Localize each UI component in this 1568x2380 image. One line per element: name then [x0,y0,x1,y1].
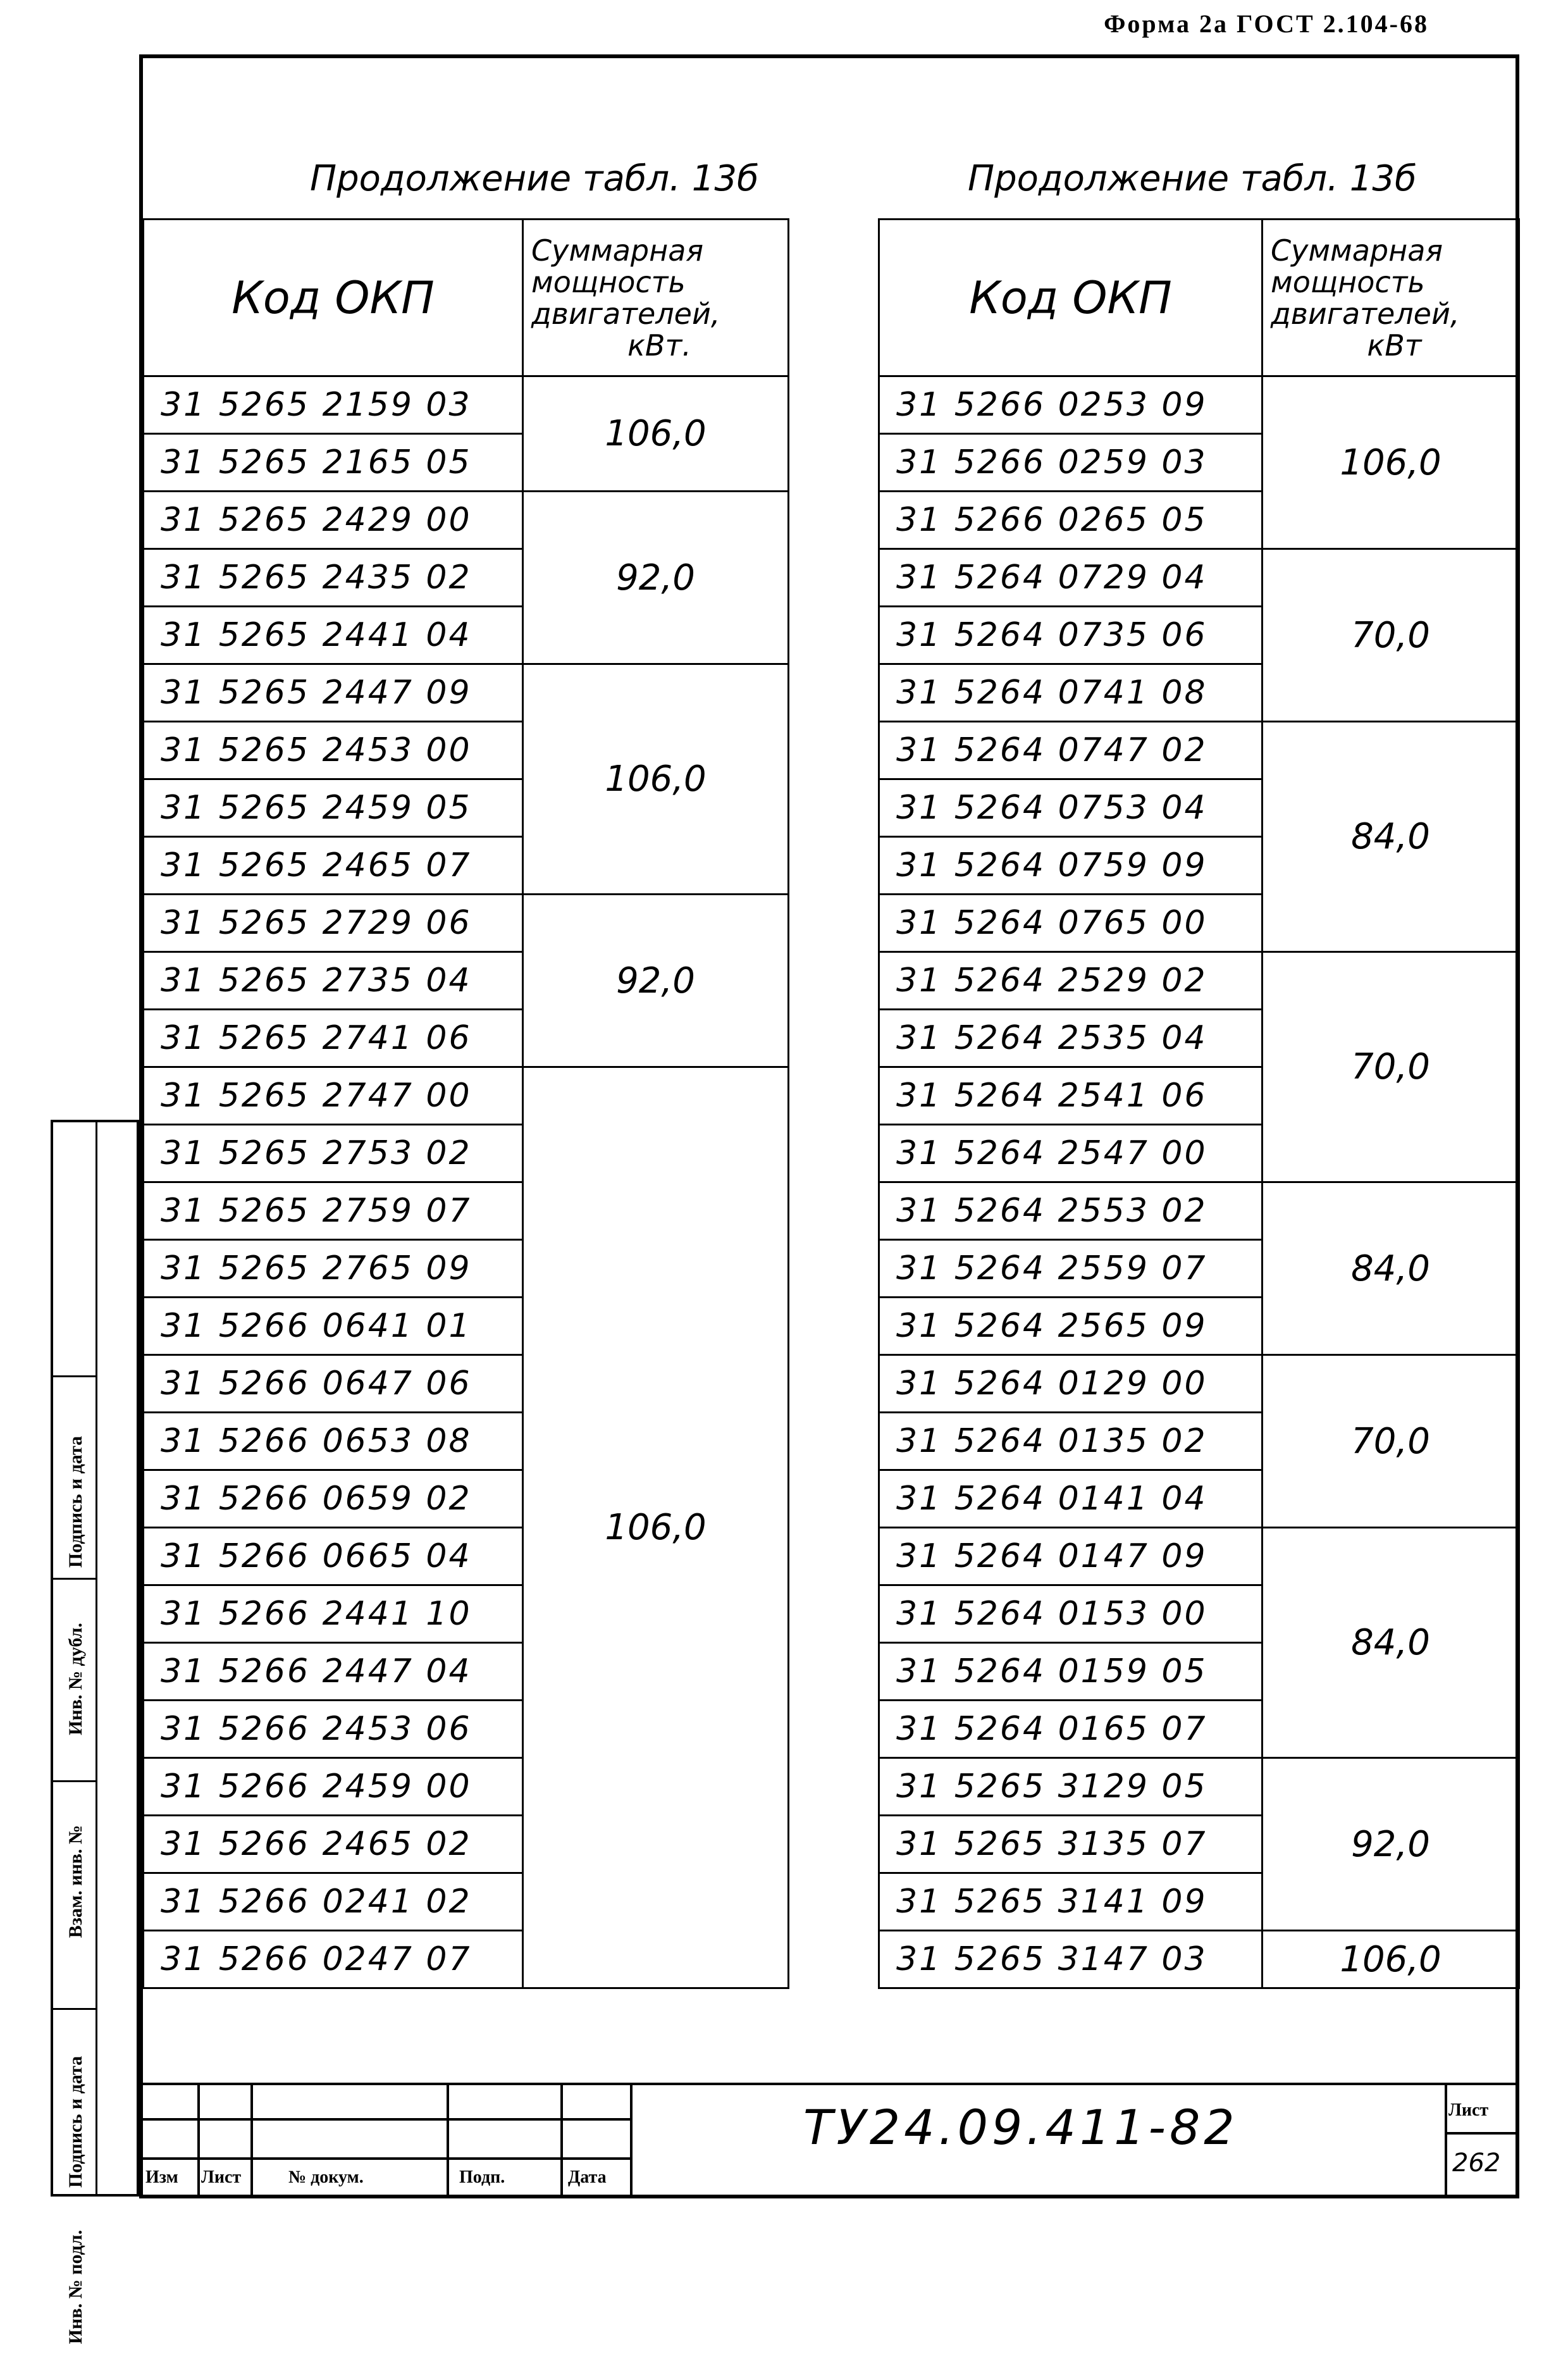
okp-code-cell: 31 5264 0759 09 [879,837,1262,895]
stamp-line [197,2083,200,2195]
power-cell: 84,0 [1262,1528,1519,1758]
table-row [879,1758,1519,1816]
table-row [144,492,789,549]
okp-code-cell: 31 5264 0153 00 [879,1585,1262,1643]
table-row [879,1182,1519,1240]
table-row [879,376,1519,434]
sheet-label: Лист [1448,2100,1489,2120]
okp-code-cell: 31 5265 2741 06 [144,1010,523,1067]
power-cell: 106,0 [523,376,789,492]
okp-code-cell: 31 5266 2453 06 [144,1701,523,1758]
strip-divider [53,1578,97,1580]
left-table-caption: Продолжение табл. 13б [310,158,759,199]
okp-code-cell: 31 5266 0647 06 [144,1355,523,1413]
okp-code-cell: 31 5266 0265 05 [879,492,1262,549]
okp-code-cell: 31 5265 2747 00 [144,1067,523,1125]
power-cell: 92,0 [523,895,789,1067]
stamp-line [560,2083,563,2195]
col-change: Изм [145,2167,178,2187]
okp-code-cell: 31 5264 0141 04 [879,1470,1262,1528]
power-cell: 84,0 [1262,722,1519,952]
table-row [144,1067,789,1125]
strip-label: Инв. № подл. [65,2229,86,2345]
okp-code-cell: 31 5265 2159 03 [144,376,523,434]
power-cell: 70,0 [1262,1355,1519,1528]
right-okp-table [878,218,1520,1989]
okp-code-cell: 31 5266 0641 01 [144,1298,523,1355]
okp-code-cell: 31 5264 0741 08 [879,664,1262,722]
okp-code-cell: 31 5265 3141 09 [879,1873,1262,1931]
okp-code-cell: 31 5264 2535 04 [879,1010,1262,1067]
okp-code-cell: 31 5264 0747 02 [879,722,1262,779]
stamp-line [143,2118,630,2121]
header-power-line: мощность [1271,264,1425,299]
okp-code-cell: 31 5265 2735 04 [144,952,523,1010]
okp-code-cell: 31 5266 0259 03 [879,434,1262,492]
okp-code-cell: 31 5266 2459 00 [144,1758,523,1816]
power-cell: 92,0 [1262,1758,1519,1931]
power-cell: 92,0 [523,492,789,664]
col-date: Дата [568,2167,607,2187]
okp-code-cell: 31 5266 0253 09 [879,376,1262,434]
okp-code-cell: 31 5264 2529 02 [879,952,1262,1010]
table-row [144,895,789,952]
okp-code-cell: 31 5266 0665 04 [144,1528,523,1585]
okp-code-cell: 31 5264 0135 02 [879,1413,1262,1470]
okp-code-cell: 31 5265 3135 07 [879,1816,1262,1873]
okp-code-cell: 31 5265 2753 02 [144,1125,523,1182]
header-power [523,220,789,376]
okp-code-cell: 31 5265 2453 00 [144,722,523,779]
okp-code-cell: 31 5265 2465 07 [144,837,523,895]
okp-code-cell: 31 5264 0147 09 [879,1528,1262,1585]
header-power-line: двигателей, [531,296,720,331]
okp-code-cell: 31 5264 2553 02 [879,1182,1262,1240]
table-row [879,549,1519,607]
right-table-caption: Продолжение табл. 13б [968,158,1417,199]
table-row [879,1355,1519,1413]
okp-code-cell: 31 5264 0729 04 [879,549,1262,607]
strip-label: Подпись и дата [65,2055,86,2188]
okp-code-cell: 31 5264 0753 04 [879,779,1262,837]
okp-code-cell: 31 5266 2441 10 [144,1585,523,1643]
right-table-body [879,376,1519,1988]
header-power-line: Суммарная [1271,233,1443,268]
okp-code-cell: 31 5264 2559 07 [879,1240,1262,1298]
okp-code-cell: 31 5266 2465 02 [144,1816,523,1873]
okp-code-cell: 31 5264 2541 06 [879,1067,1262,1125]
okp-code-cell: 31 5265 2459 05 [144,779,523,837]
power-cell: 106,0 [523,664,789,895]
side-strip [51,1120,139,2345]
stamp-line [630,2083,633,2195]
okp-code-cell: 31 5264 2565 09 [879,1298,1262,1355]
header-power-line: кВт. [627,328,691,363]
stamp-line [1445,2132,1516,2135]
power-cell: 106,0 [1262,1931,1519,1988]
col-sheet: Лист [201,2167,242,2187]
okp-code-cell: 31 5265 2729 06 [144,895,523,952]
okp-code-cell: 31 5264 2547 00 [879,1125,1262,1182]
strip-divider [53,1780,97,1782]
okp-code-cell: 31 5266 0659 02 [144,1470,523,1528]
stamp-line [250,2083,253,2195]
okp-code-cell: 31 5265 3147 03 [879,1931,1262,1988]
table-row [879,1528,1519,1585]
strip-label: Подпись и дата [65,1435,86,1568]
table-row [879,722,1519,779]
table-row [144,376,789,434]
col-doc-number: № докум. [288,2167,364,2187]
okp-code-cell: 31 5265 2759 07 [144,1182,523,1240]
form-label: Форма 2а ГОСТ 2.104-68 [1104,9,1429,38]
sheet-number: 262 [1452,2148,1501,2178]
document-designation: ТУ24.09.411-82 [803,2099,1238,2155]
strip-divider [53,2008,97,2010]
okp-code-cell: 31 5265 2765 09 [144,1240,523,1298]
okp-code-cell: 31 5265 3129 05 [879,1758,1262,1816]
okp-code-cell: 31 5264 0735 06 [879,607,1262,664]
power-cell: 84,0 [1262,1182,1519,1355]
strip-label: Инв. № дубл. [65,1623,86,1735]
okp-code-cell: 31 5266 2447 04 [144,1643,523,1701]
strip-divider [53,1375,97,1377]
okp-code-cell: 31 5264 0129 00 [879,1355,1262,1413]
okp-code-cell: 31 5265 2165 05 [144,434,523,492]
header-power-line: кВт [1367,328,1422,363]
strip-label: Взам. инв. № [65,1825,86,1938]
table-row [879,952,1519,1010]
okp-code-cell: 31 5266 0241 02 [144,1873,523,1931]
okp-code-cell: 31 5266 0653 08 [144,1413,523,1470]
header-power-line: двигателей, [1271,296,1460,331]
okp-code-cell: 31 5265 2447 09 [144,664,523,722]
okp-code-cell: 31 5265 2441 04 [144,607,523,664]
stamp-line [143,2083,1516,2085]
col-signature: Подп. [459,2167,505,2187]
okp-code-cell: 31 5264 0165 07 [879,1701,1262,1758]
table-row [144,664,789,722]
header-power-line: Суммарная [531,233,704,268]
power-cell: 106,0 [523,1067,789,1988]
header-power-line: мощность [531,264,686,299]
stamp-line [1445,2083,1447,2195]
power-cell: 70,0 [1262,549,1519,722]
okp-code-cell: 31 5265 2429 00 [144,492,523,549]
header-code: Код ОКП [879,220,1262,376]
header-power [1262,220,1519,376]
okp-code-cell: 31 5265 2435 02 [144,549,523,607]
stamp-line [143,2157,630,2160]
okp-code-cell: 31 5264 0765 00 [879,895,1262,952]
okp-code-cell: 31 5266 0247 07 [144,1931,523,1988]
stamp-line [447,2083,449,2195]
power-cell: 106,0 [1262,376,1519,549]
left-table-body [144,376,789,1988]
left-okp-table [142,218,789,1989]
power-cell: 70,0 [1262,952,1519,1182]
header-code: Код ОКП [144,220,523,376]
table-row [879,1931,1519,1988]
okp-code-cell: 31 5264 0159 05 [879,1643,1262,1701]
